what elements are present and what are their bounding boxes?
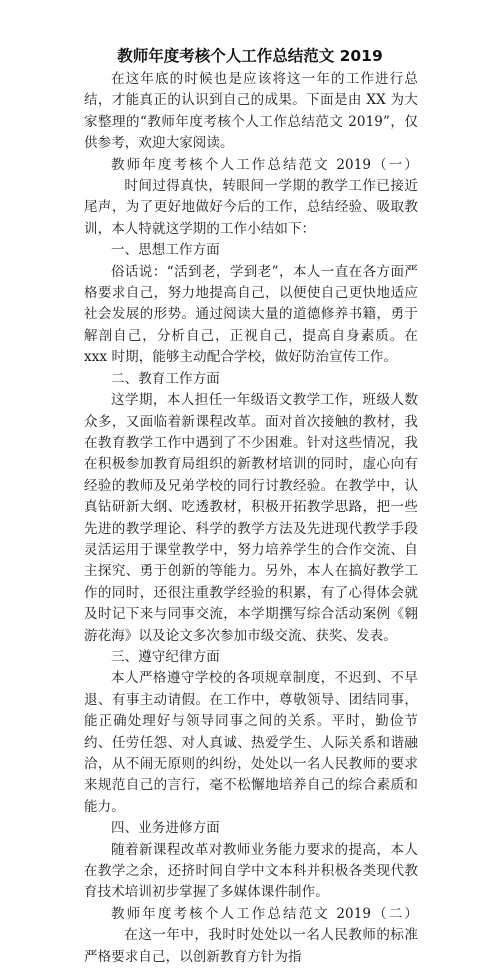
part1-paragraph (84, 155, 418, 241)
part2-heading: 教师年度考核个人工作总结范文 2019（二） (111, 905, 418, 922)
section1-paragraph: 俗话说：“活到老，学到老”，本人一直在各方面严格要求自己，努力地提高自己，以便使自己更快地适应社会发展的形势。通过阅读大量的道德修养书籍，勇于解剖自己，分析自己，正视自己，提高自身素质。在 xxx 时期，能够主动配合学校，做好防治宣传工作。 (84, 263, 418, 366)
part2-paragraph (84, 904, 418, 968)
section2-heading: 二、教育工作方面 (111, 370, 220, 387)
part1-opening: 时间过得真快，转眼间一学期的教学工作已接近尾声，为了更好地做好今后的工作，总结经验、吸取教训，本人特就这学期的工作小结如下： (84, 178, 418, 237)
section3-heading: 三、遵守纪律方面 (111, 648, 220, 665)
intro-paragraph: 在这年底的时候也是应该将这一年的工作进行总结，才能真正的认识到自己的成果。下面是由 XX 为大家整理的“教师年度考核个人工作总结范文 2019”，仅供参考，欢迎大家阅读。 (84, 71, 418, 152)
document-title: 教师年度考核个人工作总结范文 2019 (117, 47, 383, 65)
part2-opening: 在这一年中，我时时处处以一名人民教师的标准严格要求自己，以创新教育方针为指 (84, 927, 418, 965)
section1-heading: 一、思想工作方面 (111, 242, 220, 259)
section2-paragraph: 这学期，本人担任一年级语文教学工作，班级人数众多，又面临着新课程改革。面对首次接触的教材，我在教育教学工作中遇到了不少困难。针对这些情况，我在积极参加教育局组织的新教材培训的同时，虚心向有经验的教师及兄弟学校的同行讨教经验。在教学中，认真钻研新大纲、吃透教材，积极开拓教学思路，把一些先进的教学理论、科学的教学方法及先进现代教学手段灵活运用于课堂教学中，努力培养学生的合作交流、自主探究、勇于创新的等能力。另外，本人在搞好教学工作的同时，还很注重教学经验的积累，有了心得体会就及时记下来与同事交流，本学期撰写综合活动案例《翱游花海》以及论文多次参加市级交流、获奖、发表。 (84, 392, 418, 644)
section4-paragraph: 随着新课程改革对教师业务能力要求的提高，本人在教学之余，还挤时间自学中文本科并积极各类现代教育技术培训初步掌握了多媒体课件制作。 (84, 841, 418, 901)
section4-heading: 四、业务进修方面 (111, 820, 220, 837)
section3-paragraph: 本人严格遵守学校的各项规章制度，不迟到、不早退、有事主动请假。在工作中，尊敬领导、团结同事，能正确处理好与领导同事之间的关系。平时，勤俭节约、任劳任怨、对人真诚、热爱学生、人际关系和谐融洽，从不闹无原则的纠纷，处处以一名人民教师的要求来规范自己的言行，毫不松懈地培养自己的综合素质和能力。 (84, 670, 418, 815)
part1-heading: 教师年度考核个人工作总结范文 2019（一） (111, 156, 418, 173)
document-body (84, 69, 418, 968)
